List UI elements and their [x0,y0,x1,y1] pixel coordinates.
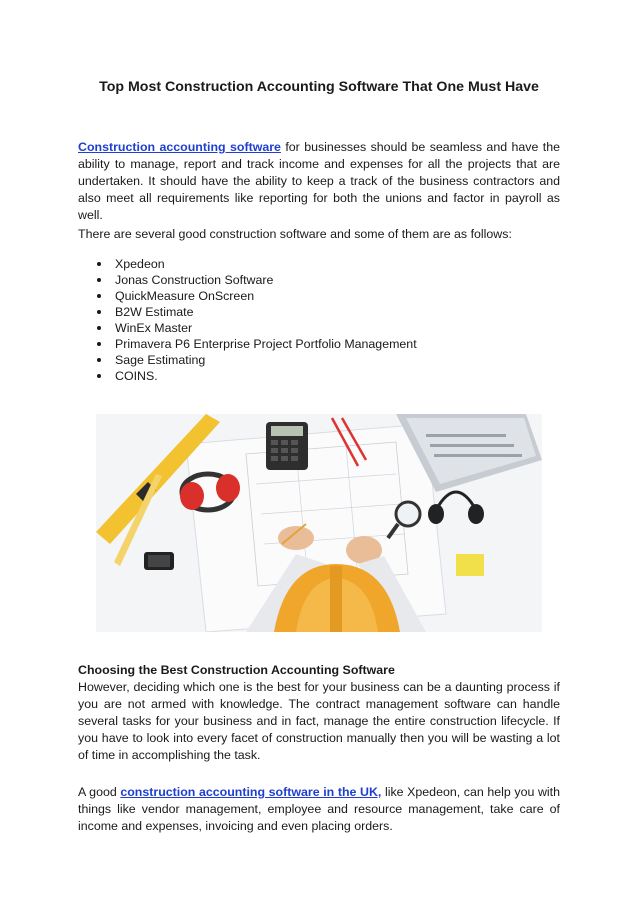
list-item: Xpedeon [95,256,417,272]
page-title: Top Most Construction Accounting Software That One Must Have [99,79,539,95]
section-body: However, deciding which one is the best for your business can be a daunting process if you are not armed with knowledge. The contract management software can handle several tasks for your business and in fact, manage the entire construction lifecycle. If you have to look into every facet of construction manually then you will be wasting a lot of time in accomplishing the task. [78,680,560,762]
list-item: B2W Estimate [95,304,417,320]
list-item: Primavera P6 Enterprise Project Portfolio Management [95,336,417,352]
closing-paragraph [78,784,560,835]
software-list [95,256,417,384]
closing-text: like Xpedeon, can help you with things like vendor management, employee and resource management, take care of income and expenses, invoicing and even placing orders. [78,785,560,833]
construction-desk-photo [96,414,542,632]
list-item: COINS. [95,368,417,384]
intro-text: for businesses should be seamless and have the ability to manage, report and track income and expenses for all the projects that are undertaken. It should have the ability to keep a track of the business contractors and also meet all requirements like reporting for both the unions and factor in payroll as well. [78,140,560,222]
list-item: WinEx Master [95,320,417,336]
list-item: Jonas Construction Software [95,272,417,288]
list-item: Sage Estimating [95,352,417,368]
list-item: QuickMeasure OnScreen [95,288,417,304]
intro-paragraph [78,139,560,224]
section-heading: Choosing the Best Construction Accounting Software [78,663,395,677]
construction-accounting-software-uk-link[interactable]: construction accounting software in the UK, [120,785,382,799]
list-intro: There are several good construction software and some of them are as follows: [78,227,512,241]
closing-prefix: A good [78,785,121,799]
construction-accounting-software-link[interactable]: Construction accounting software [78,140,281,154]
